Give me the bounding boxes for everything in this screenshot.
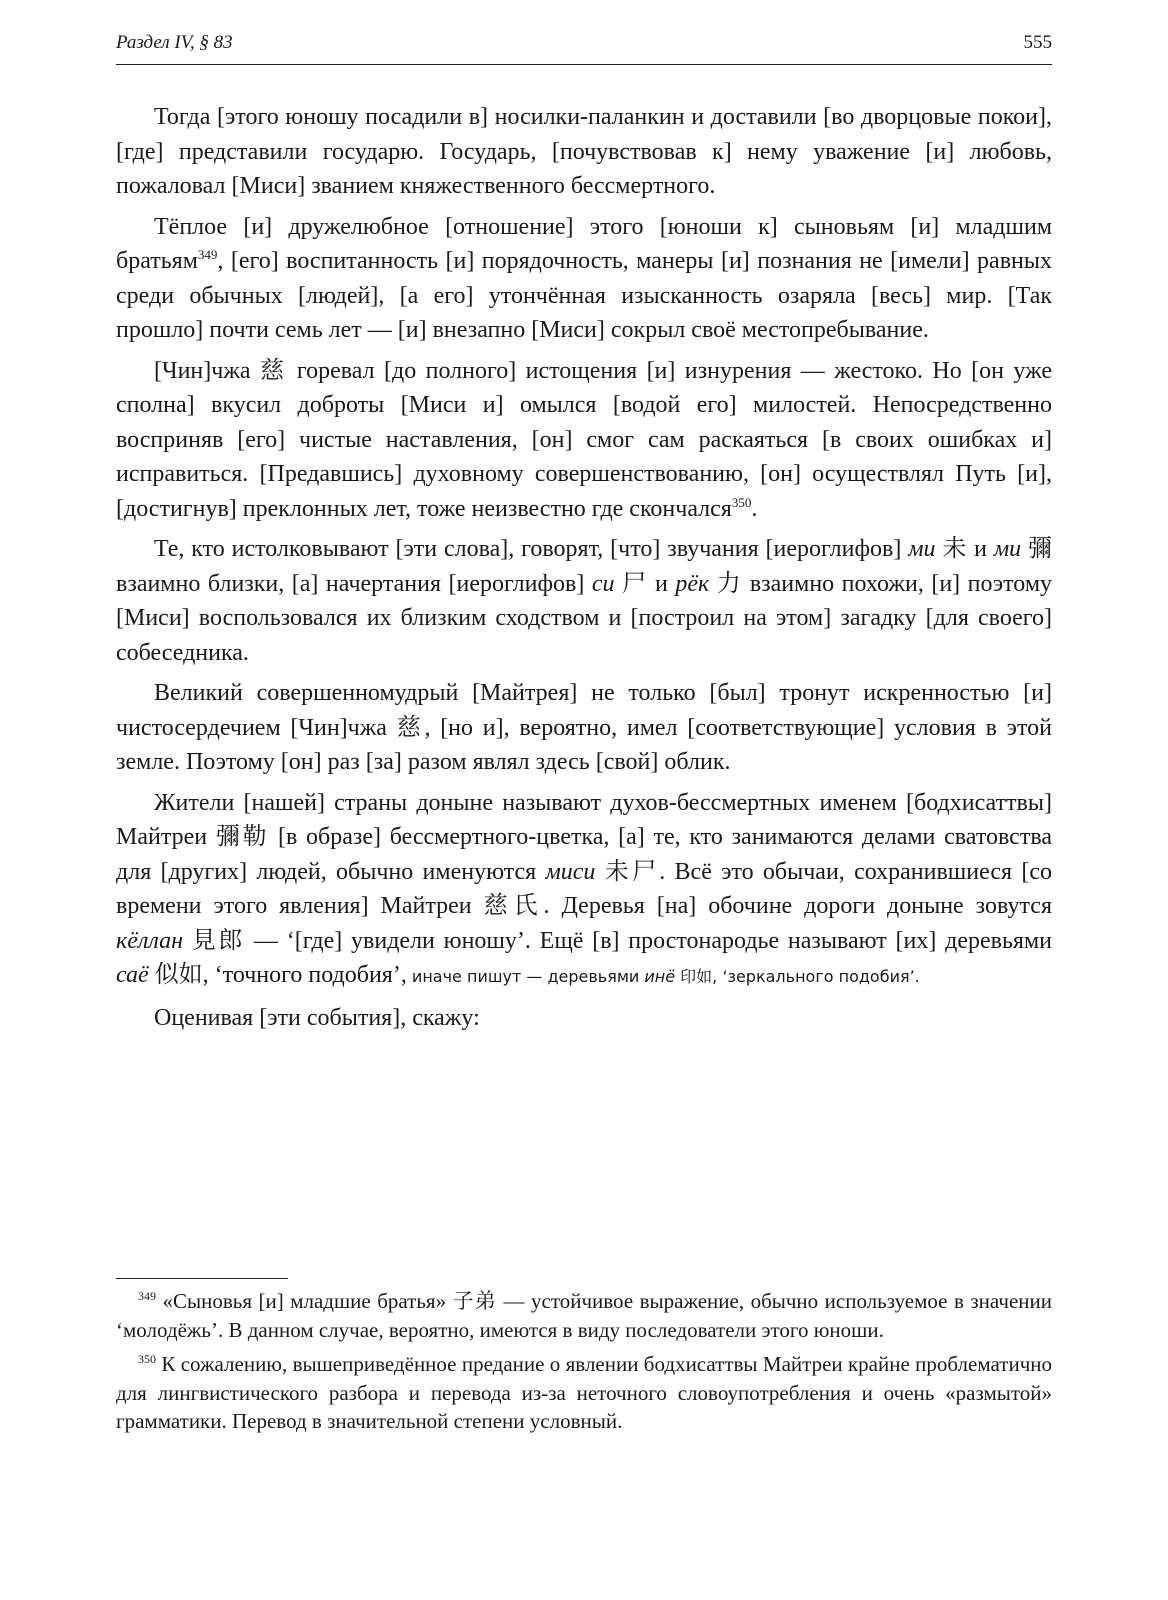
footnote-349: [116, 1287, 1052, 1344]
paragraph-3: [116, 354, 1052, 527]
paragraph-2-part-a: Тёплое [и] дружелюбное [отношение] этого [юноши к] сыновьям [и] младшим братьям: [116, 213, 1052, 274]
paragraph-6: [116, 786, 1052, 995]
italic-term-sae: саё: [116, 962, 149, 988]
paragraph-3-part-a: [Чин]чжа 慈 горевал [до полного] истощения [и] изнурения — жестоко. Но [он уже сполна] вкусил доброты [Миси и] омылся [водой его] милостей. Непосредственно восприняв [его] чистые наставления, [он] смог сам раскаяться [в своих ошибках и] исправиться. [Предавшись] духовному совершенствованию, [он] осуществлял Путь [и], [достигнув] преклонных лет, тоже неизвестно где скончался: [116, 357, 1052, 522]
paragraph-4-part-d: 尸 и: [614, 570, 676, 597]
paragraph-2: [116, 210, 1052, 348]
paragraph-6-part-b: 未尸. Всё это обычаи, сохранившиеся [со времени этого явления] Майтреи 慈氏. Деревья [на] обочине дороги доныне зовутся: [116, 858, 1052, 919]
italic-term-si: си: [591, 570, 615, 597]
paragraph-2-part-b: , [его] воспитанность [и] порядочность, манеры [и] познания не [имели] равных среди обычных [людей], [а его] утончённая изысканность озаряла [весь] мир. [Так прошло] почти семь лет — [и] внезапно [Миси] сокрыл своё местопребывание.: [116, 248, 1052, 343]
italic-term-ine: инё: [644, 967, 676, 986]
italic-term-mi-2: ми: [993, 536, 1022, 562]
italic-term-kyollan: кёллан: [116, 927, 184, 954]
italic-term-misi: миси: [545, 858, 596, 885]
footnote-ref-349[interactable]: 349: [197, 247, 218, 262]
paragraph-4-part-c: 彌 взаимно близки, [а] начертания [иероглифов]: [116, 536, 1053, 597]
italic-term-ryok: рёк: [675, 570, 710, 597]
paragraph-4: [116, 532, 1052, 670]
paragraph-6-part-a: Жители [нашей] страны доныне называют духов-бессмертных именем [бодхисаттвы] Майтреи 彌勒 [в образе] бессмертного-цветка, [а] те, кто занимаются делами сватовства для [других] людей, обычно именуются: [116, 789, 1052, 885]
footnote-ref-350[interactable]: 350: [731, 494, 752, 510]
footnote-text: «Сыновья [и] младшие братья» 子弟 — устойчивое выражение, обычно используемое в значении ‘молодёжь’. В данном случае, вероятно, имеются в виду последователи этого юноши.: [116, 1289, 1052, 1342]
footnote-text: К сожалению, вышеприведённое предание о явлении бодхисаттвы Майтреи крайне проблематично для лингвистического разбора и перевода из-за неточного словоупотребления и очень «размытой» грамматики. Перевод в значительной степени условный.: [116, 1352, 1052, 1433]
paragraph-6-part-d: 似如, ‘точного подобия’,: [148, 962, 407, 988]
page-number: 555: [1023, 32, 1052, 53]
paragraph-7: Оценивая [эти события], скажу:: [154, 1004, 480, 1031]
paragraph-4-part-b: 未 и: [935, 536, 994, 562]
main-text: [116, 100, 1052, 1041]
paragraph-5: Великий совершенномудрый [Майтрея] не только [был] тронут искренностью [и] чистосердечием [Чин]чжа 慈, [но и], вероятно, имел [соответствующие] условия в этой земле. Поэтому [он] раз [за] разом являл здесь [свой] облик.: [116, 680, 1052, 775]
footnote-divider: [116, 1278, 288, 1279]
paragraph-4-part-e: 力 взаимно похожи, [и] поэтому [Миси] воспользовался их близким сходством и [построил на этом] загадку [для своего] собеседника.: [116, 570, 1053, 666]
small-note-a: иначе пишут — деревьями: [406, 967, 645, 986]
section-title: Раздел IV, § 83: [116, 32, 233, 53]
small-note-b: 印如, ‘зеркального подобия’.: [675, 967, 920, 986]
footnote-350: [116, 1350, 1052, 1436]
footnote-number: 349: [138, 1289, 156, 1303]
paragraph-1: Тогда [этого юношу посадили в] носилки-паланкин и доставили [во дворцовые покои], [где] представили государю. Государь, [почувствовав к] нему уважение [и] любовь, пожаловал [Миси] званием княжественного бессмертного.: [116, 104, 1052, 199]
running-header: [116, 28, 1052, 65]
paragraph-6-part-c: 見郎 — ‘[где] увидели юношу’. Ещё [в] простонародье называют [их] деревьями: [183, 927, 1052, 954]
italic-term-mi-1: ми: [908, 536, 936, 562]
paragraph-3-part-b: .: [751, 495, 758, 522]
paragraph-4-part-a: Те, кто истолковывают [эти слова], говорят, [что] звучания [иероглифов]: [154, 536, 909, 562]
footnote-number: 350: [138, 1352, 156, 1366]
footnotes: [116, 1287, 1052, 1442]
